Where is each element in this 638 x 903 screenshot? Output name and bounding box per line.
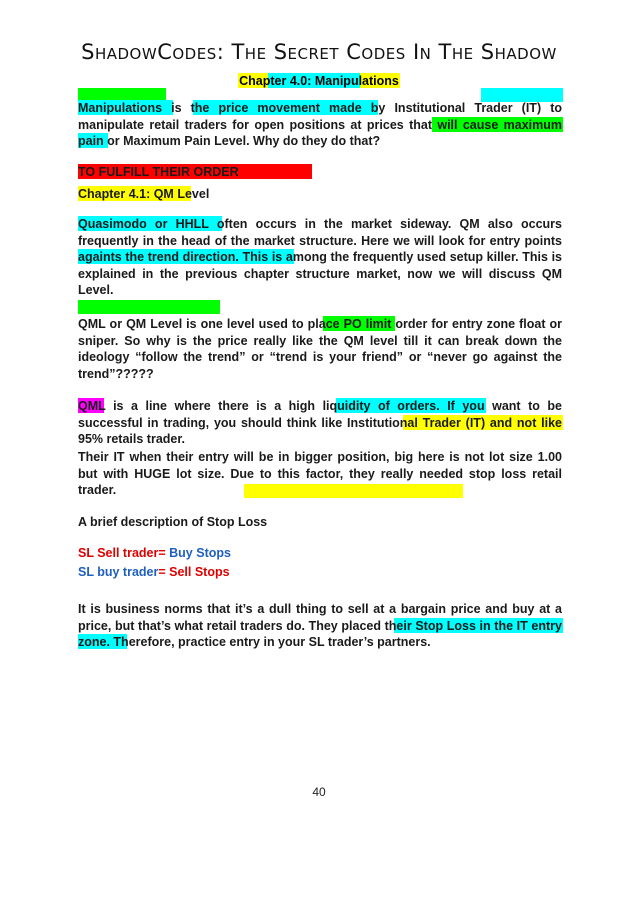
sl-buy-trader-label: SL buy trader [78, 565, 159, 579]
sell-stops-label: = Sell Stops [158, 565, 230, 579]
chapter-4-1-heading: Chapter 4.1: QM Level [78, 187, 210, 201]
page-header-title: ShadowCodes: The Secret Codes In The Shadow [81, 40, 557, 64]
buy-stops-label: Buy Stops [169, 546, 231, 560]
paragraph-quasimodo: Quasimodo or HHLL often occurs in the market sideway. QM also occurs frequently in the head of the market structure. Here we will look for entry points againts the trend direction. This is among the frequently used setup killer. This is explained in the previous chapter structure market, now we will discuss QM Level. [78, 217, 562, 297]
paragraph-qml-definition: QML or QM Level is one level used to place PO limit order for entry zone float or sniper. So why is the price really like the QM level till it can break down the ideology “follow the trend” or “trend is your friend” or “never go against the trend”????? [78, 317, 562, 381]
stop-loss-line-1 [78, 545, 562, 562]
stop-loss-line-2 [78, 564, 562, 581]
intro-paragraph: Manipulations is the price movement made by Institutional Trader (IT) to manipulate retail traders for open positions at prices that will cause maximum pain or Maximum Pain Level. Why do they do that? [78, 101, 562, 148]
highlight-green-para2-left [78, 300, 220, 314]
chapter-4-0-heading: Chapter 4.0: Manipulations [239, 74, 399, 88]
highlight-green-left [78, 88, 166, 100]
paragraph-qml-liquidity: QML is a line where there is a high liquidity of orders. If you want to be successful in trading, you should think like Institutional Trader (IT) and not like 95% retails trader. [78, 399, 562, 446]
sl-sell-trader-label: SL Sell trader= [78, 546, 170, 560]
paragraph-business-norms: It is business norms that it’s a dull thing to sell at a bargain price and buy at a price, but that’s what retail traders do. They placed their Stop Loss in the IT entry zone. Therefore, practice entry in your SL trader’s partners. [78, 602, 562, 649]
stop-loss-heading: A brief description of Stop Loss [78, 515, 268, 529]
paragraph-it-entry: Their IT when their entry will be in bigger position, big here is not lot size 1.00 but with HUGE lot size. Due to this factor, they really needed stop loss retail trader. [78, 450, 562, 497]
page-number: 40 [312, 785, 326, 799]
intro-answer: TO FULFILL THEIR ORDER [78, 165, 239, 179]
